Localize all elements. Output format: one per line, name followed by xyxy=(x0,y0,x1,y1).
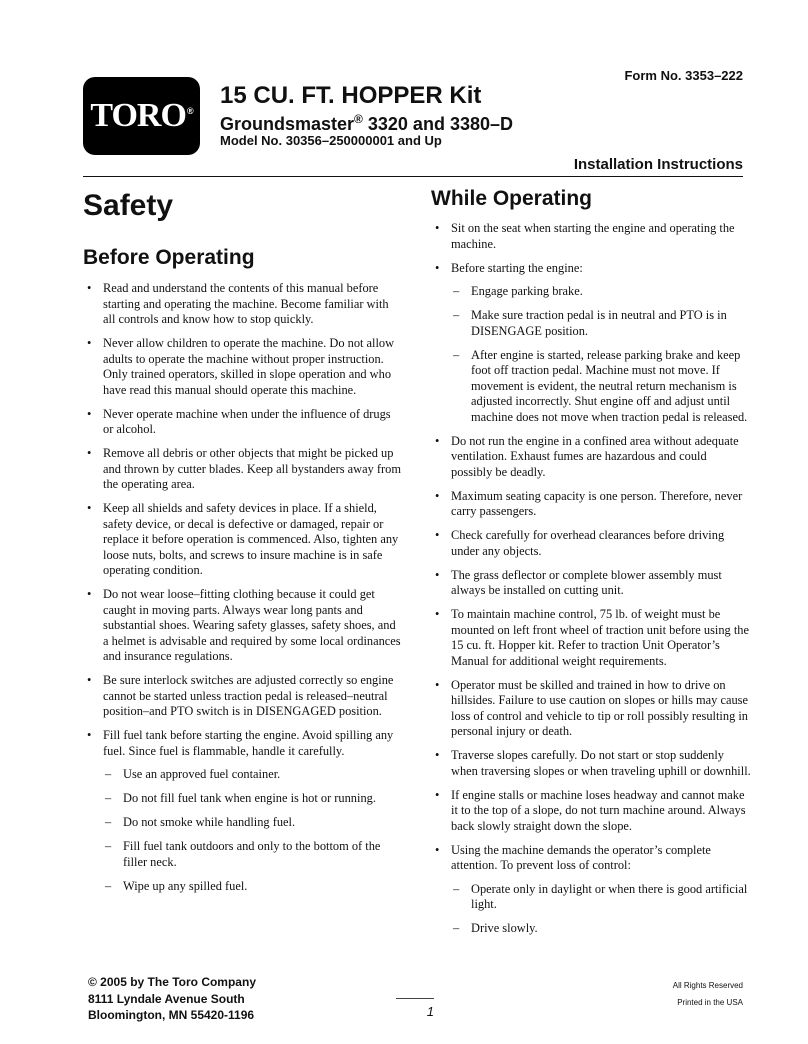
logo-text: TORO xyxy=(90,97,186,134)
footer-company-info xyxy=(88,974,256,1024)
page-title: Safety xyxy=(83,189,174,222)
list-item: • Remove all debris or other objects that might be picked up and thrown by cutter blades. Keep all bystanders away from the operating area. xyxy=(83,446,403,493)
list-item: • Sit on the seat when starting the engine and operating the machine. xyxy=(431,221,751,252)
header-divider xyxy=(83,176,743,177)
rights-reserved: All Rights Reserved xyxy=(672,981,743,990)
list-item-before-starting xyxy=(431,261,751,426)
sub-list-item: – Wipe up any spilled fuel. xyxy=(103,879,403,895)
fuel-sub-list xyxy=(103,767,403,894)
sub-list-item: – Operate only in daylight or when there is good artificial light. xyxy=(451,882,751,913)
fuel-item-text: Fill fuel tank before starting the engine. Avoid spilling any fuel. Since fuel is flammable, handle it carefully. xyxy=(103,728,394,758)
while-operating-list xyxy=(431,221,751,937)
footer-rights xyxy=(673,978,743,1011)
attention-item-text: Using the machine demands the operator’s complete attention. To prevent loss of control: xyxy=(451,842,711,872)
list-item-fuel xyxy=(83,728,403,894)
list-item: • Never allow children to operate the machine. Do not allow adults to operate the machine without proper instruction. Only trained operators, skilled in slope operation and who have read this manual should operate this machine. xyxy=(83,336,403,398)
address-line-1: 8111 Lyndale Avenue South xyxy=(88,991,245,1006)
list-item: • Do not run the engine in a confined area without adequate ventilation. Exhaust fumes are hazardous and could possibly be deadly. xyxy=(431,434,751,481)
section-title-while-operating: While Operating xyxy=(431,187,593,210)
list-item: • Operator must be skilled and trained in how to drive on hillsides. Failure to use caution on slopes or hills may cause loss of control and vehicle to tip or roll possibly resulting in personal injury or death. xyxy=(431,678,751,740)
list-item: • If engine stalls or machine loses headway and cannot make it to the top of a slope, do not turn machine around. Always back slowly straight down the slope. xyxy=(431,788,751,835)
list-item: • The grass deflector or complete blower assembly must always be installed on cutting unit. xyxy=(431,568,751,599)
section-title-before-operating: Before Operating xyxy=(83,246,255,269)
before-starting-sub-list xyxy=(451,284,751,425)
page-number-rule xyxy=(396,998,434,999)
list-item: • To maintain machine control, 75 lb. of weight must be mounted on left front wheel of traction unit before using the 15 cu. ft. Hopper kit. Refer to traction Unit Operator’s Manual for additional weight requirements. xyxy=(431,607,751,669)
product-registered-mark: ® xyxy=(354,112,363,126)
toro-logo xyxy=(83,77,200,155)
before-operating-list xyxy=(83,281,403,894)
list-item: • Be sure interlock switches are adjusted correctly so engine cannot be started unless traction pedal is released–neutral position–and PTO switch is in DISENGAGED position. xyxy=(83,673,403,720)
kit-title: 15 CU. FT. HOPPER Kit xyxy=(220,82,482,109)
list-item: • Read and understand the contents of this manual before starting and operating the machine. Become familiar with all controls and know how to stop quickly. xyxy=(83,281,403,328)
form-number: Form No. 3353–222 xyxy=(624,68,743,83)
sub-list-item: – After engine is started, release parking brake and keep foot off traction pedal. Machine must not move. If movement is evident, the neutral return mechanism is adjusted incorrectly. Shut engine off and adjust until machine does not move when traction pedal is released. xyxy=(451,348,751,426)
sub-list-item: – Do not smoke while handling fuel. xyxy=(103,815,403,831)
sub-list-item: – Make sure traction pedal is in neutral and PTO is in DISENGAGE position. xyxy=(451,308,751,339)
logo-registered-mark: ® xyxy=(186,105,193,116)
left-column xyxy=(83,186,403,903)
document-type: Installation Instructions xyxy=(573,156,743,173)
model-number: Model No. 30356–250000001 and Up xyxy=(220,133,442,148)
printed-in: Printed in the USA xyxy=(677,997,743,1007)
list-item-attention xyxy=(431,843,751,937)
sub-list-item: – Do not fill fuel tank when engine is hot or running. xyxy=(103,791,403,807)
list-item: • Maximum seating capacity is one person. Therefore, never carry passengers. xyxy=(431,489,751,520)
right-column xyxy=(431,186,751,945)
page-number: 1 xyxy=(426,1004,434,1019)
product-line xyxy=(220,107,513,136)
product-name: Groundsmaster xyxy=(220,114,355,134)
list-item: • Never operate machine when under the influence of drugs or alcohol. xyxy=(83,407,403,438)
copyright: © 2005 by The Toro Company xyxy=(88,975,256,989)
sub-list-item: – Fill fuel tank outdoors and only to the bottom of the filler neck. xyxy=(103,839,403,870)
sub-list-item: – Engage parking brake. xyxy=(451,284,751,300)
product-models: 3320 and 3380–D xyxy=(362,114,513,134)
list-item: • Keep all shields and safety devices in place. If a shield, safety device, or decal is defective or damaged, repair or replace it before operation is commenced. Also, tighten any loose nuts, bolts, and screws to insure machine is in safe operating condition. xyxy=(83,501,403,579)
list-item: • Do not wear loose–fitting clothing because it could get caught in moving parts. Always wear long pants and substantial shoes. Wearing safety glasses, safety shoes, and a helmet is advisable and required by some local ordinances and insurance regulations. xyxy=(83,587,403,665)
list-item: • Check carefully for overhead clearances before driving under any objects. xyxy=(431,528,751,559)
address-line-2: Bloomington, MN 55420-1196 xyxy=(88,1008,255,1022)
list-item: • Traverse slopes carefully. Do not start or stop suddenly when traversing slopes or when traveling uphill or downhill. xyxy=(431,748,751,779)
before-starting-text: Before starting the engine: xyxy=(451,260,583,275)
attention-sub-list xyxy=(451,882,751,937)
sub-list-item: – Drive slowly. xyxy=(451,921,751,937)
sub-list-item: – Use an approved fuel container. xyxy=(103,767,403,783)
